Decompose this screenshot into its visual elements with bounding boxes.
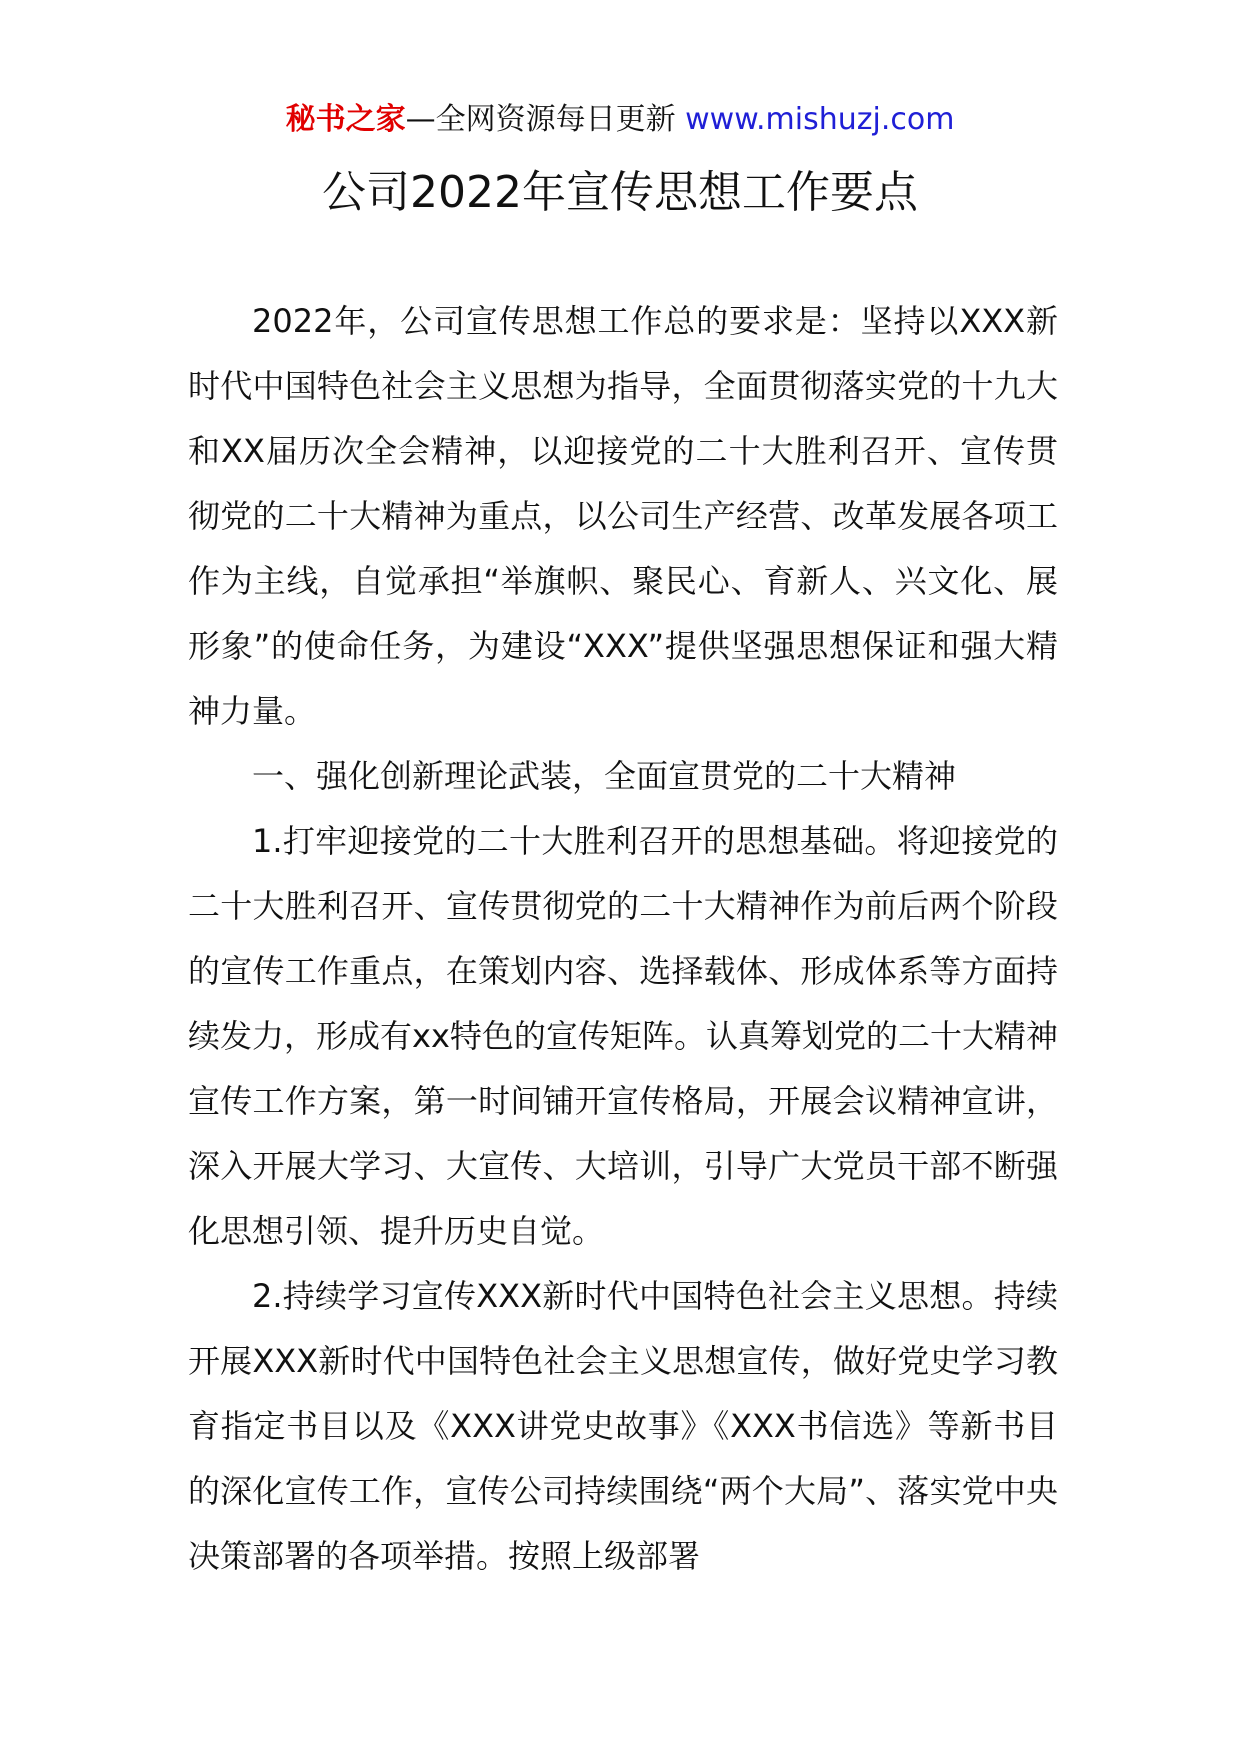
brand-name: 秘书之家 — [285, 102, 406, 137]
section-heading: 一、强化创新理论武装，全面宣贯党的二十大精神 — [252, 757, 957, 795]
item-paragraph-2: 2.持续学习宣传XXX新时代中国特色社会主义思想。持续开展XXX新时代中国特色社会主义思想宣传，做好党史学习教育指定书目以及《XXX讲党史故事》《XXX书信选》等新书目的深化宣传工作，宣传公司持续围绕“两个大局”、落实党中央决策部署的各项举措。按照上级部署 — [188, 1277, 1058, 1575]
document-body — [188, 289, 1058, 1589]
header-slogan: —全网资源每日更新 — [405, 102, 676, 137]
item-paragraph-1: 1.打牢迎接党的二十大胜利召开的思想基础。将迎接党的二十大胜利召开、宣传贯彻党的二十大精神作为前后两个阶段的宣传工作重点，在策划内容、选择载体、形成体系等方面持续发力，形成有xx特色的宣传矩阵。认真筹划党的二十大精神宣传工作方案，第一时间铺开宣传格局，开展会议精神宣讲，深入开展大学习、大宣传、大培训，引导广大党员干部不断强化思想引领、提升历史自觉。 — [188, 822, 1058, 1250]
header-banner — [0, 100, 1240, 140]
intro-paragraph: 2022年，公司宣传思想工作总的要求是：坚持以XXX新时代中国特色社会主义思想为指导，全面贯彻落实党的十九大和XX届历次全会精神，以迎接党的二十大胜利召开、宣传贯彻党的二十大精神为重点，以公司生产经营、改革发展各项工作为主线，自觉承担“举旗帜、聚民心、育新人、兴文化、展形象”的使命任务，为建设“XXX”提供坚强思想保证和强大精神力量。 — [188, 302, 1058, 730]
document-title: 公司2022年宣传思想工作要点 — [322, 167, 918, 218]
website-link[interactable]: www.mishuzj.com — [685, 102, 955, 137]
